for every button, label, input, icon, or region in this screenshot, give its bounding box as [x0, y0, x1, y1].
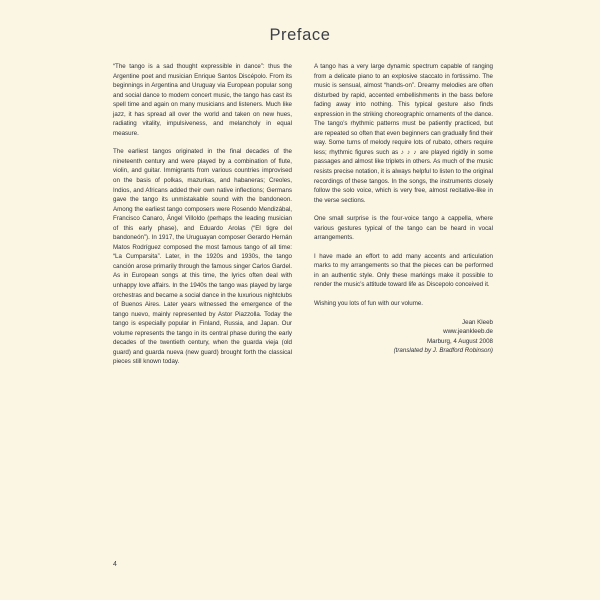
- signoff-translator: (translated by J. Bradford Robinson): [393, 347, 493, 355]
- text-columns: [113, 62, 493, 376]
- paragraph: One small surprise is the four-voice tango a cappella, where various gestures typical of the tango can be heard in vocal arrangements.: [314, 215, 493, 242]
- paragraph: The earliest tangos originated in the final decades of the nineteenth century and were played by a combination of flute, violin, and guitar. Immigrants from various countries improvised on the basis of polkas, mazurkas, and habaneras; Creoles, Indios, and Africans added their own native inflections; Germans gave the tango its unmistakable sound with the bandoneon. Among the earliest tango composers were Rosendo Mendizábal, Francisco Canaro, Ángel Villoldo (perhaps the leading musician of this early phase), and Eduardo Arolas (“El tigre del bandoneón”). In 1917, the Uruguayan composer Gerardo Hernán Matos Rodríguez composed the most famous tango of all time: “La Cumparsita”. Later, in the 1920s and 1930s, the tango canción arose primarily through the famous singer Carlos Gardel. As in European songs at this time, the lyrics often deal with unhappy love affairs. In the 1940s the tango was played by large orchestras and became a social dance in the luxurious nightclubs of Buenos Aires. Later years witnessed the emergence of the tango nuevo, mainly represented by Astor Piazzolla. Today the tango is especially popular in Finland, Russia, and Japan. Our volume represents the tango in its central phase during the early decades of the twentieth century, when the guarda vieja (old guard) and guarda nueva (new guard) brought forth the classical pieces still known today.: [113, 148, 292, 366]
- page-title: Preface: [269, 26, 331, 44]
- paragraph: A tango has a very large dynamic spectrum capable of ranging from a delicate piano to an explosive staccato in fortissimo. The music is sensual, almost “hands-on”. Dreamy melodies are often disturbed by rapid, accented embellishments in the bass before fading away into nothing. This typical gesture also finds expression in the striking choreographic ornaments of the dance. The tango’s rhythmic patterns must be patiently practiced, but are repeated so often that even beginners can gradually find their way. Some turns of melody require lots of rubato, others require less; rhythmic figures such as ♪ ♪ ♪ are played rigidly in some passages and almost like triplets in others. As much of the music resists precise notation, it is always helpful to listen to the original recordings of these tangos. In the songs, the instruments closely follow the solo voice, which is very free, almost recitative-like in the verse sections.: [314, 63, 493, 204]
- signoff-name: Jean Kleeb: [462, 318, 493, 326]
- paragraph: I have made an effort to add many accents and articulation marks to my arrangements so that the pieces can be performed in an authentic style. Only these markings make it possible to render the music’s attitude toward life as Discepolo conceived it.: [314, 252, 493, 289]
- page-number: 4: [113, 561, 117, 568]
- column-right: [314, 62, 493, 376]
- paragraph: “The tango is a sad thought expressible in dance”: thus the Argentine poet and musician Enrique Santos Discépolo. From its beginnings in Argentina and Uruguay via European popular song and social dance to modern concert music, the tango has cast its spell time and again on many musicians and listeners. Much like jazz, it has spread all over the world and taken on new hues, radiating vitality, impulsiveness, and melancholy in equal measure.: [113, 63, 292, 137]
- column-left: [113, 62, 292, 376]
- signoff-place-date: Marburg, 4 August 2008: [426, 337, 493, 345]
- signoff-website: www.jeankleeb.de: [443, 328, 493, 336]
- paragraph: Wishing you lots of fun with our volume.: [314, 300, 424, 308]
